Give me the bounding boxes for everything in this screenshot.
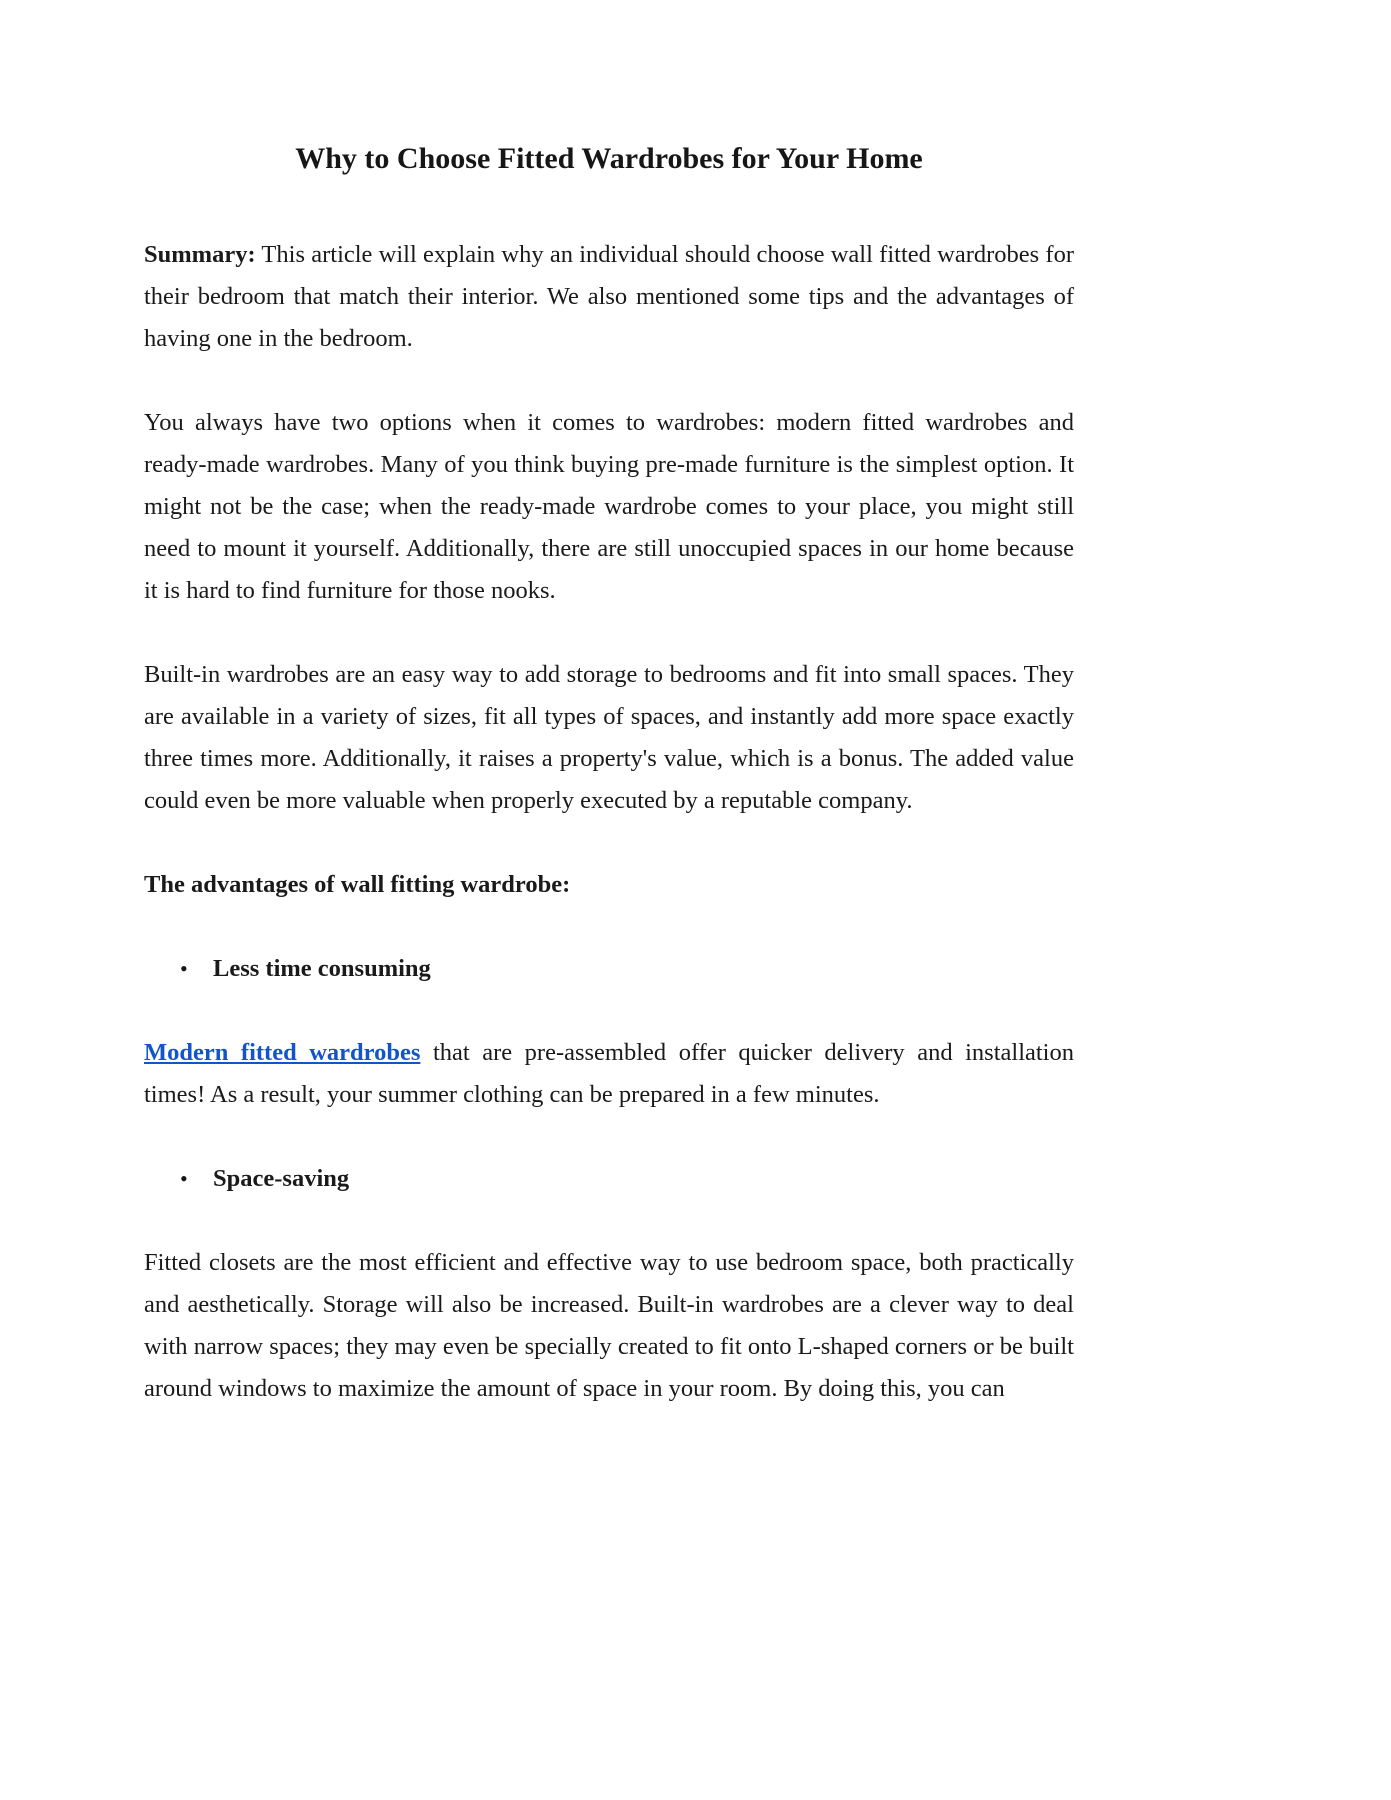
bullet-label-space-saving: Space-saving: [213, 1164, 350, 1192]
bullet-icon: •: [180, 955, 188, 981]
summary-paragraph: [144, 234, 1074, 360]
paragraph-built-in-wardrobes: Built-in wardrobes are an easy way to add storage to bedrooms and fit into small spaces. They are available in a variety of sizes, fit all types of spaces, and instantly add more space exactly three times more. Additionally, it raises a property's value, which is a bonus. The added value could even be more valuable when properly executed by a reputable company.: [144, 660, 1074, 814]
link-modern-fitted-wardrobes[interactable]: Modern fitted wardrobes: [144, 1038, 421, 1066]
paragraph-space-saving: Fitted closets are the most efficient and effective way to use bedroom space, both practically and aesthetically. Storage will also be increased. Built-in wardrobes are a clever way to deal with narrow spaces; they may even be specially created to fit onto L-shaped corners or be built around windows to maximize the amount of space in your room. By doing this, you can: [144, 1248, 1074, 1402]
advantages-heading: The advantages of wall fitting wardrobe:: [144, 870, 571, 898]
paragraph-two-options: You always have two options when it comes to wardrobes: modern fitted wardrobes and ready-made wardrobes. Many of you think buying pre-made furniture is the simplest option. It might not be the case; when the ready-made wardrobe comes to your place, you might still need to mount it yourself. Additionally, there are still unoccupied spaces in our home because it is hard to find furniture for those nooks.: [144, 408, 1074, 604]
page-title: Why to Choose Fitted Wardrobes for Your Home: [295, 142, 923, 175]
bullet-label-less-time: Less time consuming: [213, 954, 431, 982]
bullet-icon: •: [180, 1165, 188, 1191]
summary-label: Summary:: [144, 240, 256, 268]
paragraph-less-time: [144, 1032, 1074, 1116]
bullet-item-space-saving: [144, 1158, 1074, 1200]
bullet-item-less-time: [144, 948, 1074, 990]
paragraph-less-time-text: that are pre-assembled offer quicker delivery and installation times! As a result, your summer clothing can be prepared in a few minutes.: [144, 1038, 1074, 1108]
summary-text: This article will explain why an individual should choose wall fitted wardrobes for their bedroom that match their interior. We also mentioned some tips and the advantages of having one in the bedroom.: [144, 240, 1074, 352]
